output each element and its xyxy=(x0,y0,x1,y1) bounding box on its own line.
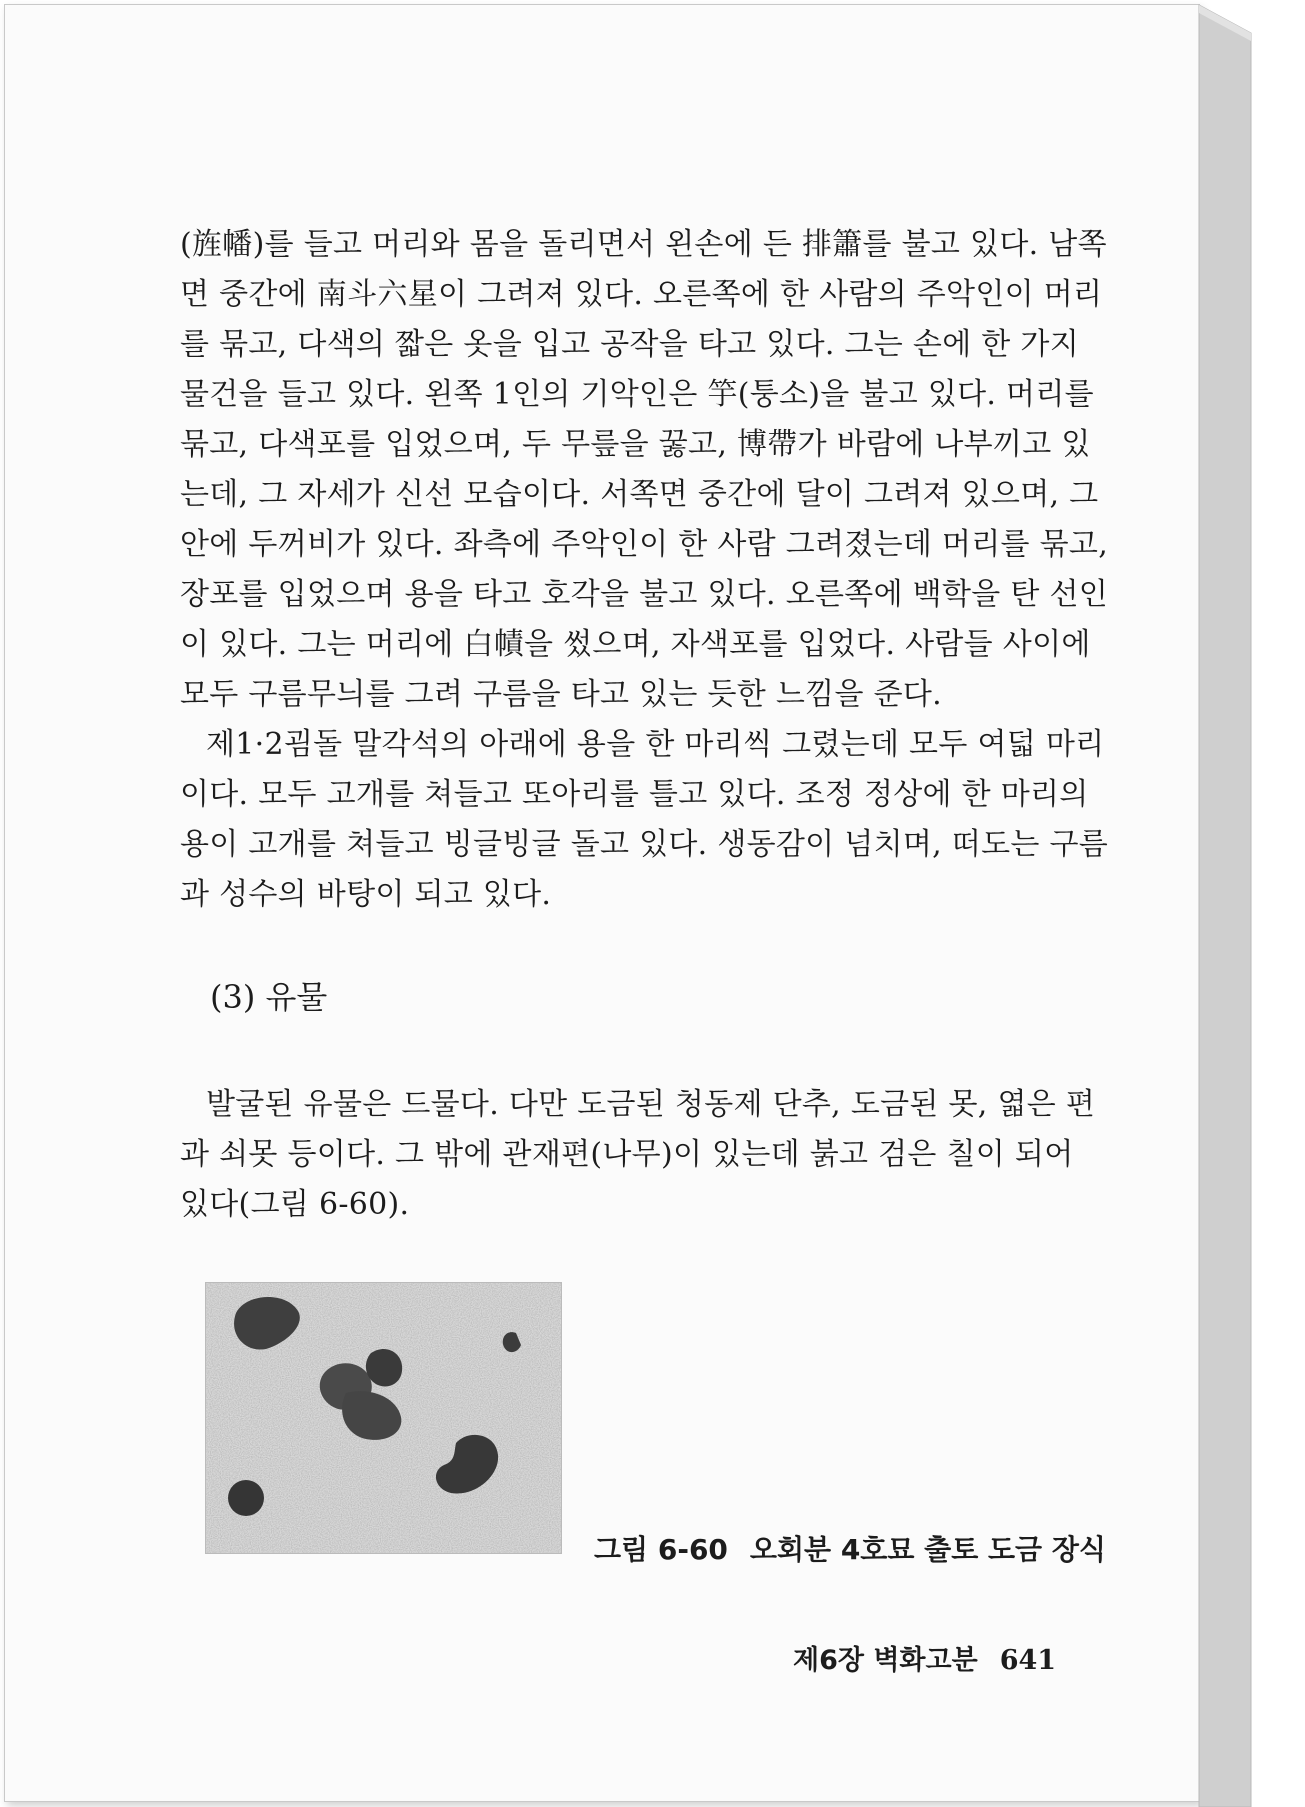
text-line: 용이 고개를 쳐들고 빙글빙글 돌고 있다. 생동감이 넘치며, 떠도는 구름 xyxy=(180,827,1109,862)
text-line: 묶고, 다색포를 입었으며, 두 무릎을 꿇고, 博帶가 바람에 나부끼고 있 xyxy=(180,427,1091,462)
page-number: 641 xyxy=(999,1645,1057,1676)
text-line: 물건을 들고 있다. 왼쪽 1인의 기악인은 竽(퉁소)을 불고 있다. 머리를 xyxy=(180,377,1094,412)
figure-number: 그림 6-60 xyxy=(594,1533,728,1566)
text-line: 과 쇠못 등이다. 그 밖에 관재편(나무)이 있는데 붉고 검은 칠이 되어 xyxy=(180,1137,1074,1172)
text-line: 있다(그림 6-60). xyxy=(180,1187,410,1222)
artifact-photo xyxy=(205,1282,562,1554)
text-line: 제1·2굄돌 말각석의 아래에 용을 한 마리씩 그렸는데 모두 여덟 마리 xyxy=(206,727,1105,762)
body-paragraph-1 xyxy=(180,220,1109,920)
text-line: 이 있다. 그는 머리에 白幘을 썼으며, 자색포를 입었다. 사람들 사이에 xyxy=(180,627,1091,662)
chapter-title: 제6장 벽화고분 xyxy=(793,1645,978,1676)
body-paragraph-2 xyxy=(180,1080,1096,1230)
text-line: 모두 구름무늬를 그려 구름을 타고 있는 듯한 느낌을 준다. xyxy=(180,677,942,712)
text-line: 면 중간에 南斗六星이 그려져 있다. 오른쪽에 한 사람의 주악인이 머리 xyxy=(180,277,1103,312)
running-footer xyxy=(793,1638,1056,1677)
section-heading: (3) 유물 xyxy=(210,978,328,1016)
text-line: 를 묶고, 다색의 짧은 옷을 입고 공작을 타고 있다. 그는 손에 한 가지 xyxy=(180,327,1079,362)
text-line: 안에 두꺼비가 있다. 좌측에 주악인이 한 사람 그려졌는데 머리를 묶고, xyxy=(180,527,1109,562)
text-line: 장포를 입었으며 용을 타고 호각을 불고 있다. 오른쪽에 백학을 탄 선인 xyxy=(180,577,1109,612)
gilt-ornament-photo-image xyxy=(206,1283,561,1553)
figure-caption xyxy=(594,1528,1106,1568)
text-line: (旌幡)를 들고 머리와 몸을 돌리면서 왼손에 든 排簫를 불고 있다. 남쪽 xyxy=(180,227,1107,262)
text-line: 과 성수의 바탕이 되고 있다. xyxy=(180,877,552,912)
text-line: 발굴된 유물은 드물다. 다만 도금된 청동제 단추, 도금된 못, 엷은 편 xyxy=(206,1087,1096,1122)
text-line: 이다. 모두 고개를 쳐들고 또아리를 틀고 있다. 조정 정상에 한 마리의 xyxy=(180,777,1089,812)
text-line: 는데, 그 자세가 신선 모습이다. 서쪽면 중간에 달이 그려져 있으며, 그 xyxy=(180,477,1099,512)
figure-caption-text: 오회분 4호묘 출토 도금 장식 xyxy=(749,1533,1106,1566)
